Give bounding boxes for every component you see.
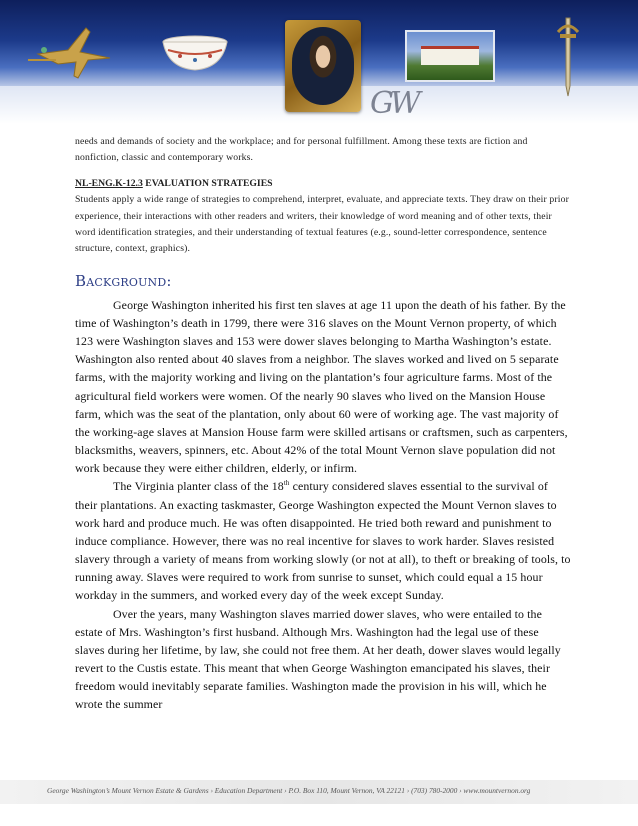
background-heading: Background: [75, 271, 172, 290]
mansion-house-shape [421, 46, 479, 65]
dove-weathervane-icon [28, 20, 118, 90]
background-paragraph-3: Over the years, many Washington slaves married dower slaves, who were entailed to the estate of Mrs. Washington’s first husband. Although Mrs. Washington had the legal use of these slaves during her lifetime, by law, she could not free them. At her death, dower slaves would legally revert to the Custis estate. This meant that when George Washington emancipated his slaves, their freedom would inevitably separate families. Washington made the provision in his will, which he wrote the summer [75, 606, 561, 712]
standard-title: EVALUATION STRATEGIES [142, 177, 273, 189]
porcelain-bowl-icon [160, 34, 230, 74]
sword-icon [548, 16, 588, 100]
footer-address: George Washington’s Mount Vernon Estate & Gardens › Education Department › P.O. Box 110, Mount Vernon, VA 22121 › (703) 780-2000 › www.mountvernon.org [47, 786, 531, 795]
paragraph-2-start: The Virginia planter class of the 18 [113, 479, 284, 494]
washington-portrait [285, 20, 361, 112]
mansion-photo [405, 30, 495, 82]
intro-paragraph: needs and demands of society and the workplace; and for personal fulfillment. Among these texts are fiction and nonfiction, classic and contemporary works. [75, 136, 528, 164]
portrait-image [292, 27, 354, 105]
header-banner [0, 0, 638, 124]
standard-text: Students apply a wide range of strategies to comprehend, interpret, evaluate, and appreciate texts. They draw on their prior experience, their interactions with other readers and writers, their knowledge of word meaning and of other texts, their word identification strategies, and their understanding of textual features (e.g., sound-letter correspondence, sentence structure, context, graphics). [75, 194, 570, 255]
gw-monogram: GW [370, 86, 417, 121]
background-paragraph-2 [75, 477, 571, 604]
background-paragraph-1: George Washington inherited his first ten slaves at age 11 upon the death of his father. By the time of Washington’s death in 1799, there were 316 slaves on the Mount Vernon property, of which 123 were Washington slaves and 153 were dower slaves belonging to Martha Washington’s estate. Washington also rented about 40 slaves from a neighbor. The slaves worked and lived on 5 separate farms, with the majority working and living on the plantation’s four agriculture farms. Most of the agricultural field workers were women. Of the nearly 90 slaves who lived on the Mansion House farm, which was the seat of the plantation, only about 60 were of working age. The vast majority of the working-age slaves at Mansion House farm were skilled artisans or craftsmen, such as carpenters, blacksmiths, weavers, spinners, etc. About 42% of the total Mount Vernon slave population did not work because they were either children, elderly, or infirm. [75, 297, 568, 476]
standard-code: NL-ENG.K-12.3 [75, 177, 143, 189]
standard-heading [75, 176, 571, 192]
paragraph-2-rest: century considered slaves essential to the survival of their plantations. An exacting taskmaster, George Washington expected the Mount Vernon slaves to work hard and produce much. He was often disappointed. He tried both reward and punishment to induce compliance. However, there was no real incentive for slaves to work harder. Slaves resisted slavery through a variety of means from working slowly (or not at all), to theft or breaking of tools, to running away. Slaves were required to work from sunrise to sunset, which could equal a 15 hour workday in the summers, and worked every day of the week except Sunday. [75, 479, 571, 603]
document-body [75, 134, 571, 713]
ordinal-suffix: th [283, 479, 290, 488]
footer-bar [0, 780, 638, 804]
